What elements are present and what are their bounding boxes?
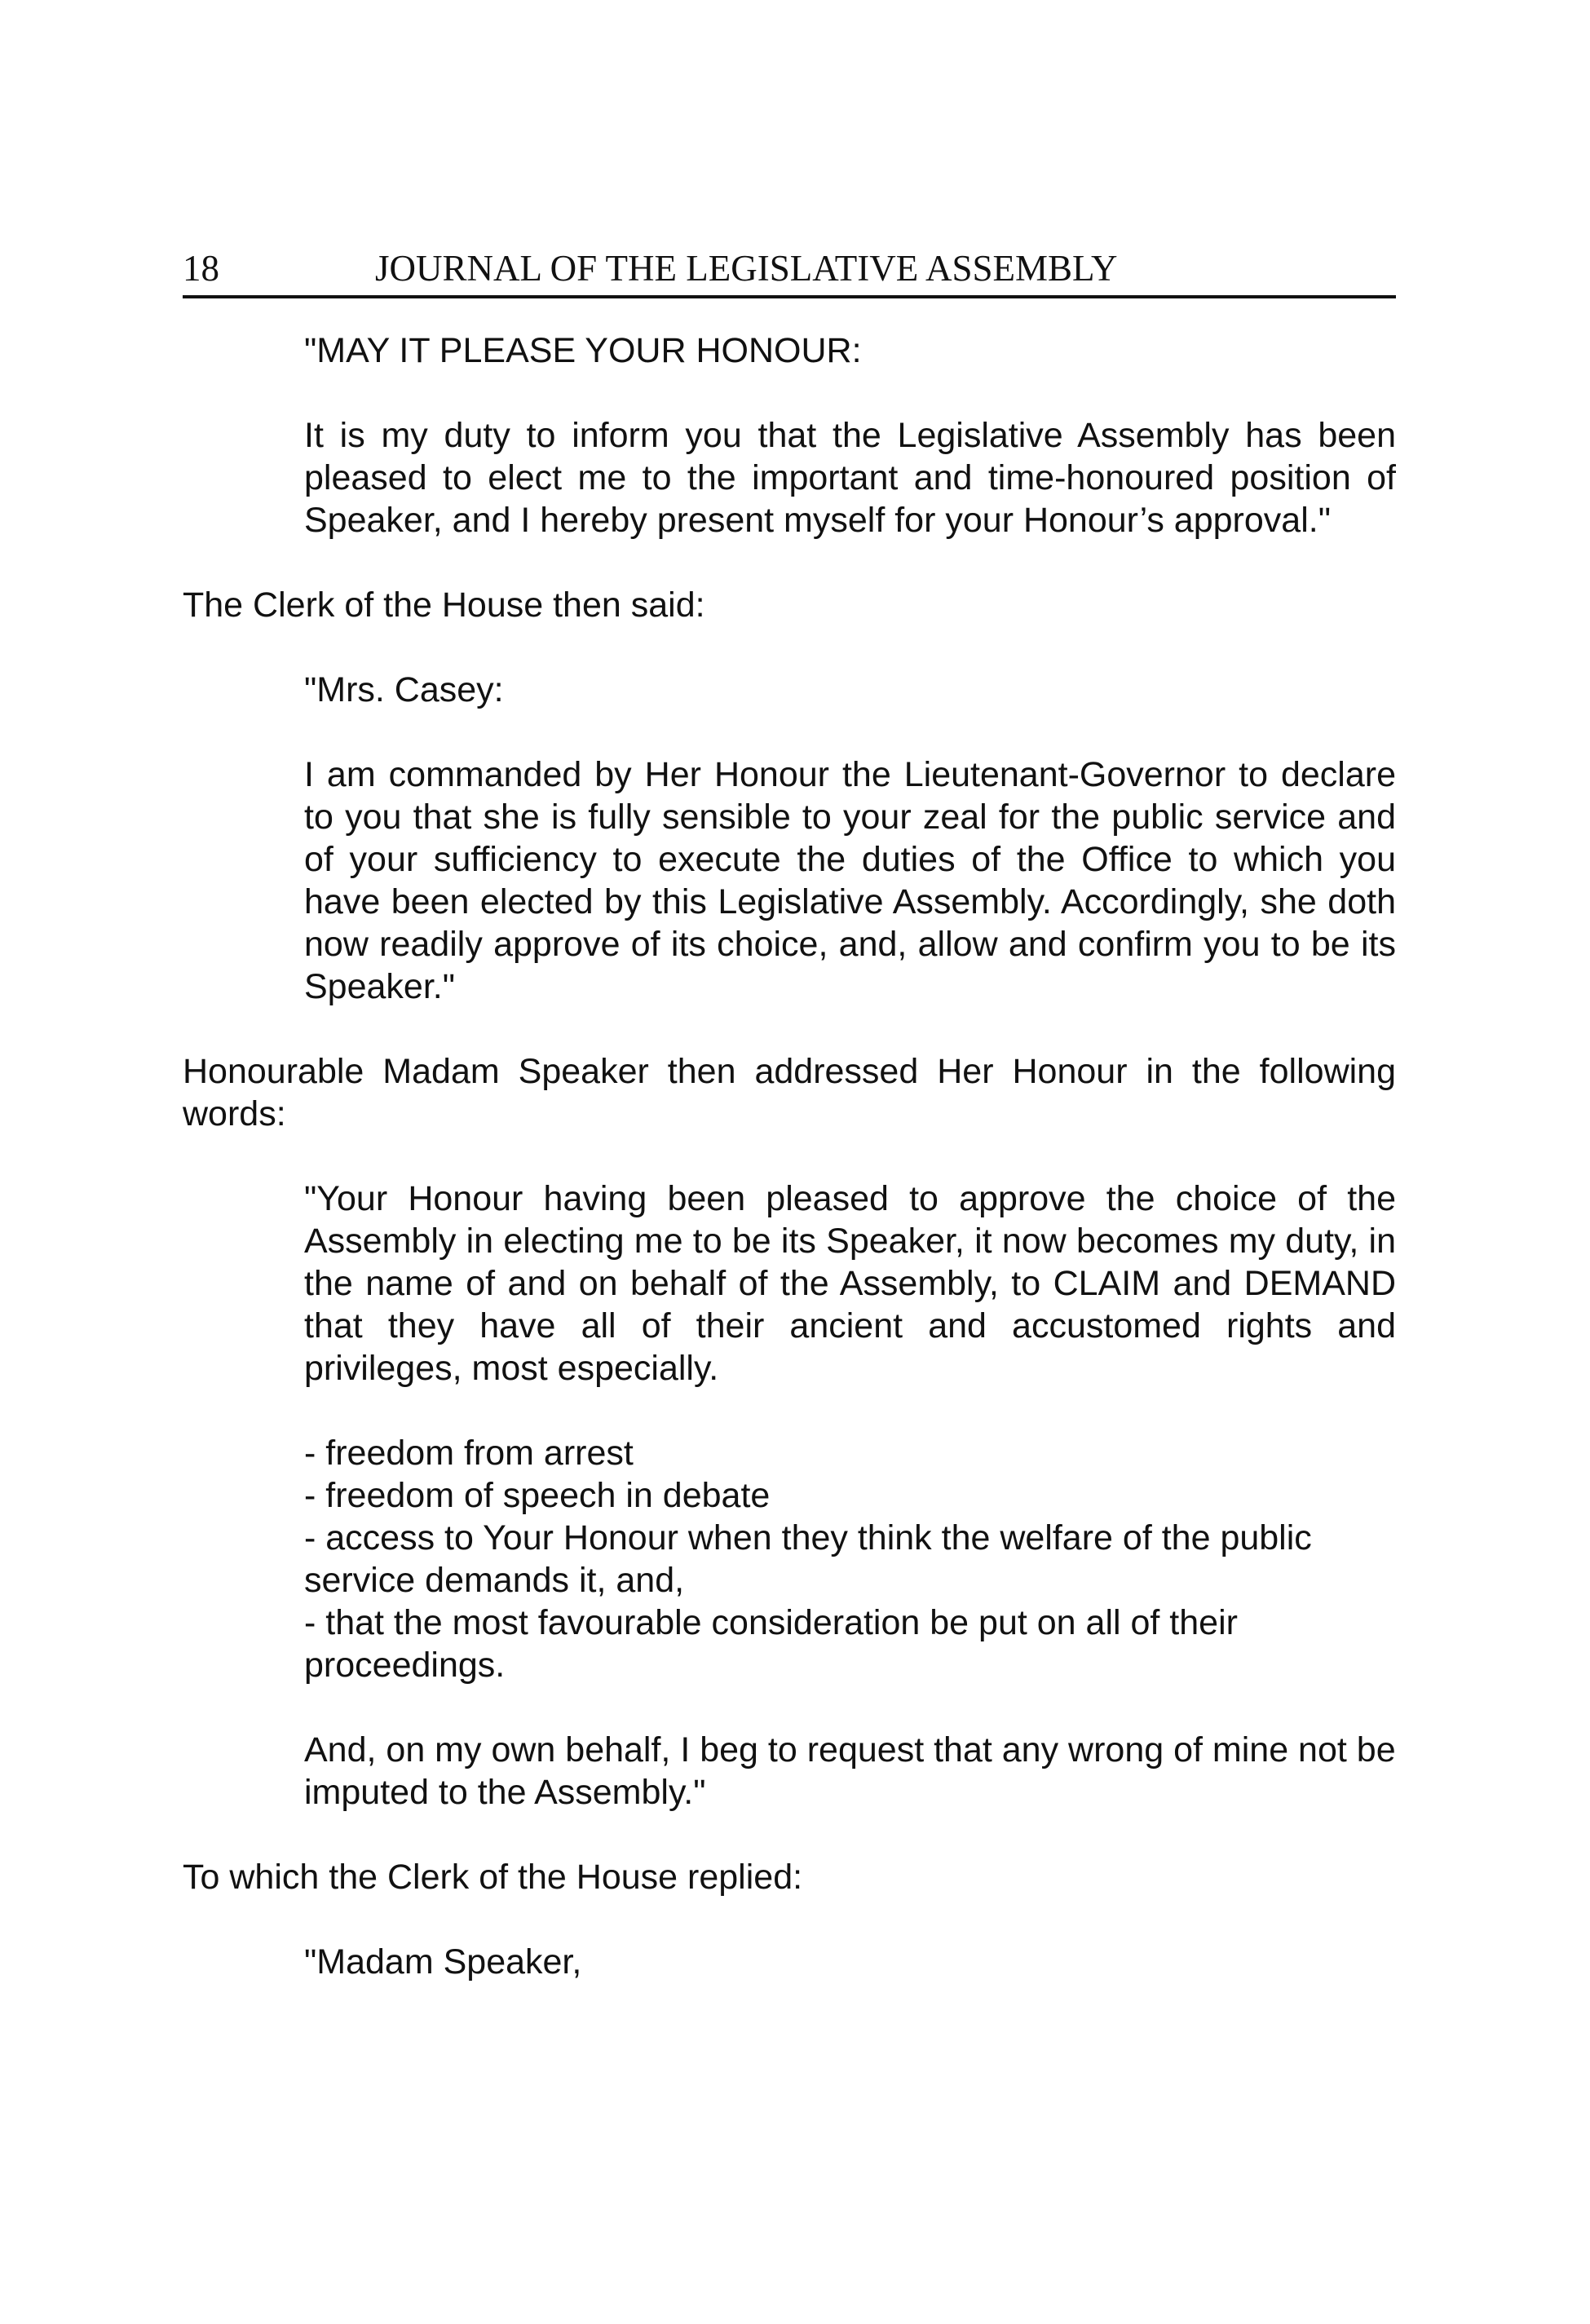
document-body <box>183 329 1396 1983</box>
speaker-intro: Honourable Madam Speaker then addressed Her Honour in the following words: <box>183 1052 1396 1133</box>
privilege-item: - freedom from arrest <box>304 1434 634 1473</box>
privilege-item: - that the most favourable consideration be put on all of their proceedings. <box>304 1603 1238 1685</box>
clerk-reply-salutation: "Madam Speaker, <box>304 1942 582 1982</box>
speaker-statement: It is my duty to inform you that the Legislative Assembly has been pleased to elect me to the important and time-honoured position of Speaker, and I hereby present myself for your Honour’s approval." <box>304 416 1396 540</box>
clerk-statement: I am commanded by Her Honour the Lieutenant-Governor to declare to you that she is fully sensible to your zeal for the public service and of your sufficiency to execute the duties of the Office to which you have been elected by this Legislative Assembly. Accordingly, she doth now readily approve of its choice, and, allow and confirm you to be its Speaker." <box>304 755 1396 1006</box>
privilege-item: - freedom of speech in debate <box>304 1476 771 1515</box>
clerk-reply-intro: To which the Clerk of the House replied: <box>183 1858 803 1897</box>
clerk-salutation: "Mrs. Casey: <box>304 670 504 709</box>
page-number: 18 <box>183 248 219 289</box>
speaker-request: And, on my own behalf, I beg to request that any wrong of mine not be imputed to the Assembly." <box>304 1730 1396 1812</box>
speaker-salutation: "MAY IT PLEASE YOUR HONOUR: <box>304 331 862 370</box>
privilege-item: - access to Your Honour when they think the welfare of the public service demands it, and, <box>304 1518 1312 1600</box>
clerk-intro: The Clerk of the House then said: <box>183 585 705 625</box>
running-header <box>183 245 1396 298</box>
speaker-claim: "Your Honour having been pleased to approve the choice of the Assembly in electing me to be its Speaker, it now becomes my duty, in the name of and on behalf of the Assembly, to CLAIM and DEMAND that they have all of their ancient and accustomed rights and privileges, most especially. <box>304 1179 1396 1388</box>
running-title: JOURNAL OF THE LEGISLATIVE ASSEMBLY <box>375 248 1118 289</box>
privileges-list <box>304 1432 1396 1686</box>
